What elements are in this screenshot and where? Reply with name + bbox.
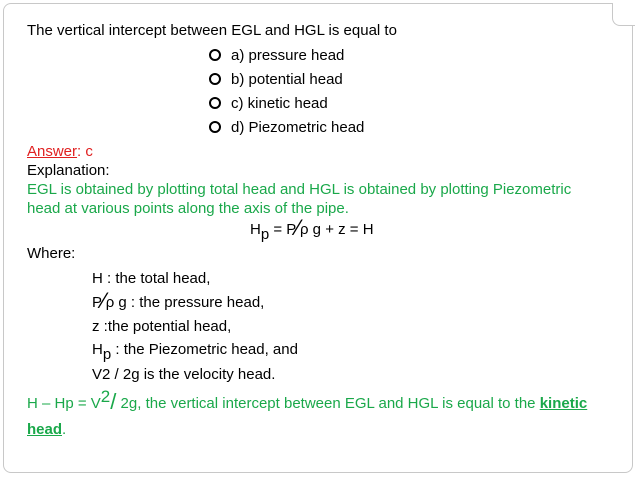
where-label: Where: bbox=[27, 245, 76, 262]
question-text: The vertical intercept between EGL and HGL is equal to bbox=[27, 22, 397, 39]
option-a: a) pressure head bbox=[209, 47, 344, 65]
explanation-line-1: EGL is obtained by plotting total head and HGL is obtained by plotting Piezometric bbox=[27, 181, 572, 198]
explanation-line-2: head at various points along the axis of the pipe. bbox=[27, 200, 349, 217]
answer-line bbox=[27, 143, 93, 161]
def-potential-head: z :the potential head, bbox=[92, 318, 232, 335]
option-c: c) kinetic head bbox=[209, 95, 328, 113]
def-total-head: H : the total head, bbox=[92, 270, 211, 287]
def-pressure-head: P⁄ρ g : the pressure head, bbox=[92, 288, 265, 313]
answer-value: : c bbox=[77, 143, 93, 160]
bullet-icon bbox=[209, 49, 221, 61]
bullet-icon bbox=[209, 73, 221, 85]
conclusion-line-2: head. bbox=[27, 421, 67, 438]
bullet-icon bbox=[209, 121, 221, 133]
kinetic-emphasis: kinetic bbox=[539, 395, 588, 412]
def-piezometric-head: $H_p$ : the Piezometric head, and bbox=[92, 341, 298, 363]
option-d: d) Piezometric head bbox=[209, 119, 364, 137]
def-velocity-head: V2 / 2g is the velocity head. bbox=[92, 366, 276, 383]
head-emphasis: head bbox=[27, 421, 63, 438]
explanation-label: Explanation: bbox=[27, 162, 110, 179]
page-corner-fold bbox=[612, 3, 635, 26]
answer-label: Answer bbox=[27, 143, 78, 160]
conclusion-line-1: $H - Hp = V^2/$ 2g, the vertical intercept between EGL and HGL is equal to the kinetic bbox=[27, 387, 588, 414]
formula: $H_p$ = P⁄ρ g + z = H bbox=[250, 215, 374, 243]
bullet-icon bbox=[209, 97, 221, 109]
option-b: b) potential head bbox=[209, 71, 343, 89]
